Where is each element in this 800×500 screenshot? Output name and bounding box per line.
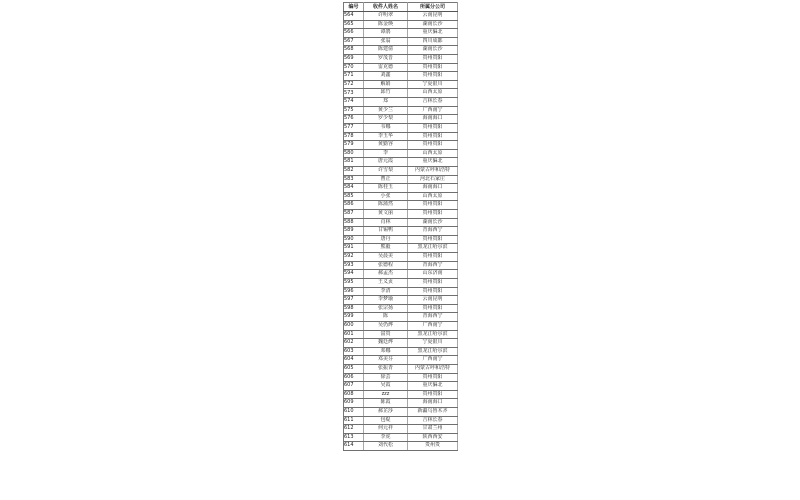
cell-id: 573	[344, 89, 364, 98]
table-row	[344, 123, 458, 132]
table-row	[344, 149, 458, 158]
cell-recipient: 李虎	[364, 433, 408, 442]
table-row	[344, 201, 458, 210]
cell-recipient: 许雪梨	[364, 166, 408, 175]
cell-id: 587	[344, 210, 364, 219]
cell-recipient: 何元祥	[364, 425, 408, 434]
cell-branch: 内蒙古呼和浩特	[408, 166, 458, 175]
cell-branch: 海南海口	[408, 399, 458, 408]
cell-branch: 陕西西安	[408, 433, 458, 442]
cell-id: 598	[344, 304, 364, 313]
cell-branch: 黑龙江哈尔滨	[408, 330, 458, 339]
cell-recipient: 陈	[364, 313, 408, 322]
table-row	[344, 63, 458, 72]
table-row	[344, 141, 458, 150]
cell-id: 605	[344, 364, 364, 373]
cell-branch: 贵州贵阳	[408, 132, 458, 141]
cell-id: 608	[344, 390, 364, 399]
table-row	[344, 270, 458, 279]
table-row	[344, 184, 458, 193]
cell-branch: 贵州贵	[408, 442, 458, 451]
cell-recipient: 曹正	[364, 175, 408, 184]
cell-recipient: 刘鑫	[364, 72, 408, 81]
table-body	[344, 12, 458, 451]
cell-branch: 吉林长春	[408, 416, 458, 425]
table-row	[344, 347, 458, 356]
cell-recipient: 李梦瑜	[364, 296, 408, 305]
table-row	[344, 399, 458, 408]
table-row	[344, 80, 458, 89]
cell-recipient: 李玉华	[364, 132, 408, 141]
cell-id: 565	[344, 20, 364, 29]
cell-recipient: 张德程	[364, 261, 408, 270]
cell-id: 602	[344, 339, 364, 348]
cell-id: 606	[344, 373, 364, 382]
cell-branch: 贵州贵阳	[408, 235, 458, 244]
table-row	[344, 356, 458, 365]
cell-id: 580	[344, 149, 364, 158]
cell-recipient: 张翁	[364, 37, 408, 46]
cell-branch: 云南昆明	[408, 296, 458, 305]
cell-recipient: 陈霞	[364, 399, 408, 408]
cell-id: 568	[344, 46, 364, 55]
cell-branch: 贵州贵阳	[408, 141, 458, 150]
table-row	[344, 253, 458, 262]
cell-recipient: 唐丹	[364, 235, 408, 244]
table-row	[344, 12, 458, 21]
cell-id: 579	[344, 141, 364, 150]
cell-recipient: 郑	[364, 98, 408, 107]
table-row	[344, 235, 458, 244]
cell-recipient: 熊毅	[364, 244, 408, 253]
cell-branch: 青海西宁	[408, 227, 458, 236]
table-row	[344, 425, 458, 434]
cell-branch: 湖南长沙	[408, 46, 458, 55]
cell-branch: 贵州贵阳	[408, 287, 458, 296]
cell-branch: 贵州贵阳	[408, 278, 458, 287]
table-row	[344, 390, 458, 399]
cell-id: 590	[344, 235, 364, 244]
cell-branch: 河北石家庄	[408, 175, 458, 184]
cell-branch: 山西太原	[408, 149, 458, 158]
table-row	[344, 175, 458, 184]
table-row	[344, 442, 458, 451]
cell-branch: 湖南长沙	[408, 218, 458, 227]
cell-id: 570	[344, 63, 364, 72]
recipient-table	[343, 2, 458, 451]
cell-recipient: 黄少兰	[364, 106, 408, 115]
cell-recipient: 邓美芬	[364, 356, 408, 365]
column-header-id: 编号	[344, 3, 364, 12]
cell-recipient: 张振青	[364, 364, 408, 373]
cell-id: 603	[344, 347, 364, 356]
cell-branch: 贵州贵阳	[408, 253, 458, 262]
table-row	[344, 244, 458, 253]
cell-id: 614	[344, 442, 364, 451]
header-row	[344, 3, 458, 12]
cell-id: 576	[344, 115, 364, 124]
table-row	[344, 192, 458, 201]
cell-branch: 吉林长春	[408, 98, 458, 107]
cell-id: 583	[344, 175, 364, 184]
cell-recipient: 黄文丽	[364, 210, 408, 219]
cell-branch: 云南昆明	[408, 12, 458, 21]
cell-recipient: 李清	[364, 287, 408, 296]
cell-recipient: 张宗扬	[364, 304, 408, 313]
cell-id: 582	[344, 166, 364, 175]
cell-id: 574	[344, 98, 364, 107]
table-row	[344, 20, 458, 29]
table-row	[344, 296, 458, 305]
table-row	[344, 210, 458, 219]
cell-recipient: 魏廷烨	[364, 339, 408, 348]
cell-branch: 黑龙江哈尔滨	[408, 244, 458, 253]
cell-branch: 重庆偏北	[408, 158, 458, 167]
cell-id: 609	[344, 399, 364, 408]
cell-id: 613	[344, 433, 364, 442]
cell-id: 599	[344, 313, 364, 322]
table-row	[344, 115, 458, 124]
cell-branch: 海南海口	[408, 184, 458, 193]
cell-branch: 湖南长沙	[408, 20, 458, 29]
cell-id: 589	[344, 227, 364, 236]
cell-recipient: 陈建倩	[364, 46, 408, 55]
cell-branch: 贵州贵阳	[408, 72, 458, 81]
cell-recipient: 王义贞	[364, 278, 408, 287]
cell-branch: 宁夏银川	[408, 80, 458, 89]
table-row	[344, 55, 458, 64]
cell-recipient: 郝芷莎	[364, 408, 408, 417]
cell-recipient: 包缇	[364, 416, 408, 425]
cell-branch: 青海西宁	[408, 261, 458, 270]
table-row	[344, 106, 458, 115]
cell-branch: 广西南宁	[408, 106, 458, 115]
cell-recipient: 富贵	[364, 330, 408, 339]
cell-branch: 山西太原	[408, 192, 458, 201]
table-row	[344, 416, 458, 425]
cell-branch: 甘肃兰州	[408, 425, 458, 434]
cell-id: 585	[344, 192, 364, 201]
table-row	[344, 313, 458, 322]
cell-branch: 贵州贵阳	[408, 390, 458, 399]
table-row	[344, 227, 458, 236]
cell-recipient: 郝孟杰	[364, 270, 408, 279]
cell-branch: 广西南宁	[408, 321, 458, 330]
cell-id: 586	[344, 201, 364, 210]
cell-id: 578	[344, 132, 364, 141]
table-row	[344, 287, 458, 296]
table-row	[344, 278, 458, 287]
cell-recipient: 甘锡鸭	[364, 227, 408, 236]
cell-recipient: 唐元霞	[364, 158, 408, 167]
cell-id: 611	[344, 416, 364, 425]
table-row	[344, 29, 458, 38]
cell-id: 566	[344, 29, 364, 38]
cell-recipient: 陈金焕	[364, 20, 408, 29]
table-row	[344, 373, 458, 382]
cell-branch: 贵州贵阳	[408, 55, 458, 64]
cell-id: 594	[344, 270, 364, 279]
cell-branch: 四川成都	[408, 37, 458, 46]
cell-branch: 贵州贵阳	[408, 63, 458, 72]
cell-id: 591	[344, 244, 364, 253]
table-row	[344, 304, 458, 313]
cell-branch: 新疆乌鲁木齐	[408, 408, 458, 417]
cell-branch: 贵州贵阳	[408, 373, 458, 382]
table-row	[344, 98, 458, 107]
cell-branch: 重庆偏北	[408, 29, 458, 38]
table-row	[344, 330, 458, 339]
table-row	[344, 72, 458, 81]
cell-recipient: 李	[364, 149, 408, 158]
cell-branch: 内蒙古呼和浩特	[408, 364, 458, 373]
table-row	[344, 37, 458, 46]
cell-id: 592	[344, 253, 364, 262]
cell-branch: 贵州贵阳	[408, 123, 458, 132]
cell-recipient: 邓娜	[364, 347, 408, 356]
cell-recipient: 吴晨美	[364, 253, 408, 262]
table-row	[344, 261, 458, 270]
table-row	[344, 321, 458, 330]
table-row	[344, 132, 458, 141]
cell-branch: 贵州贵阳	[408, 201, 458, 210]
cell-id: 567	[344, 37, 364, 46]
cell-recipient: 韦娜	[364, 123, 408, 132]
table-row	[344, 408, 458, 417]
cell-recipient: 许明翠	[364, 12, 408, 21]
column-header-recipient: 收件人姓名	[364, 3, 408, 12]
cell-recipient: 谭鹃	[364, 29, 408, 38]
table-row	[344, 46, 458, 55]
table-row	[344, 382, 458, 391]
cell-id: 600	[344, 321, 364, 330]
column-header-branch: 所属分公司	[408, 3, 458, 12]
cell-branch: 贵州贵阳	[408, 304, 458, 313]
cell-id: 595	[344, 278, 364, 287]
table-row	[344, 89, 458, 98]
cell-id: 571	[344, 72, 364, 81]
cell-recipient: 雷克德	[364, 63, 408, 72]
cell-id: 604	[344, 356, 364, 365]
cell-recipient: 小张	[364, 192, 408, 201]
table-row	[344, 218, 458, 227]
cell-recipient: 陈蒲然	[364, 201, 408, 210]
cell-branch: 海南海口	[408, 115, 458, 124]
table-row	[344, 166, 458, 175]
table-row	[344, 158, 458, 167]
cell-recipient: 徐芸	[364, 373, 408, 382]
cell-branch: 广西南宁	[408, 356, 458, 365]
cell-id: 593	[344, 261, 364, 270]
cell-recipient: 解娟	[364, 80, 408, 89]
cell-recipient: 邱竹	[364, 89, 408, 98]
cell-id: 575	[344, 106, 364, 115]
cell-branch: 青海西宁	[408, 313, 458, 322]
table-row	[344, 364, 458, 373]
cell-recipient: zzz	[364, 390, 408, 399]
cell-branch: 重庆偏北	[408, 382, 458, 391]
cell-recipient: 吴仍烨	[364, 321, 408, 330]
cell-recipient: 罗少梨	[364, 115, 408, 124]
cell-recipient: 黄勤容	[364, 141, 408, 150]
data-sheet	[343, 2, 457, 451]
cell-branch: 黑龙江哈尔滨	[408, 347, 458, 356]
cell-id: 569	[344, 55, 364, 64]
cell-recipient: 吴霞	[364, 382, 408, 391]
cell-id: 564	[344, 12, 364, 21]
cell-recipient: 罗茂晋	[364, 55, 408, 64]
cell-id: 607	[344, 382, 364, 391]
cell-id: 612	[344, 425, 364, 434]
cell-id: 572	[344, 80, 364, 89]
cell-branch: 宁夏银川	[408, 339, 458, 348]
cell-id: 597	[344, 296, 364, 305]
cell-id: 601	[344, 330, 364, 339]
table-row	[344, 339, 458, 348]
cell-id: 577	[344, 123, 364, 132]
cell-recipient: 陈桂玉	[364, 184, 408, 193]
cell-id: 584	[344, 184, 364, 193]
cell-branch: 贵州贵阳	[408, 210, 458, 219]
cell-id: 610	[344, 408, 364, 417]
cell-recipient: 肖林	[364, 218, 408, 227]
cell-branch: 山东济南	[408, 270, 458, 279]
table-row	[344, 433, 458, 442]
cell-id: 596	[344, 287, 364, 296]
cell-recipient: 刘代松	[364, 442, 408, 451]
cell-branch: 山西太原	[408, 89, 458, 98]
cell-id: 581	[344, 158, 364, 167]
cell-id: 588	[344, 218, 364, 227]
